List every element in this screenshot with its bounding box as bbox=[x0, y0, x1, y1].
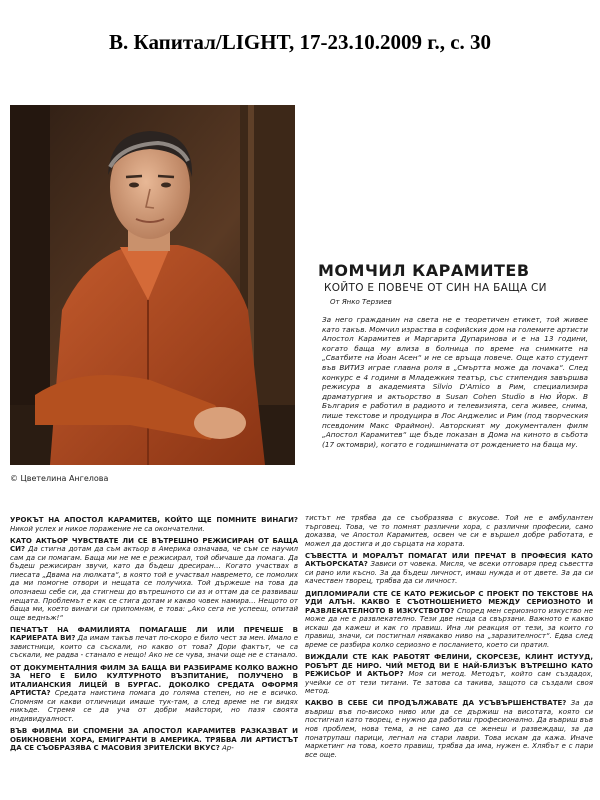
qa-item bbox=[10, 626, 298, 660]
qa-item bbox=[10, 664, 298, 724]
question: ДИПЛОМИРАЛИ СТЕ СЕ КАТО РЕЖИСЬОР С ПРОЕКТ ПО ТЕКСТОВЕ НА УДИ АЛЪН. КАКВО Е СЪОТНОШЕНИЕТО МЕЖДУ СЕРИОЗНОТО И РАЗВЛЕКАТЕЛНОТО В ИЗКУСТВОТО? bbox=[305, 589, 593, 615]
qa-item bbox=[305, 514, 593, 548]
qa-item bbox=[305, 653, 593, 696]
question: ВЪВ ФИЛМА ВИ СПОМЕНИ ЗА АПОСТОЛ КАРАМИТЕВ РАЗКАЗВАТ И ОБИКНОВЕНИ ХОРА, ЕМИГРАНТИ В АМЕРИКА. ТРЯБВА ЛИ АРТИСТЪТ ДА СЕ СЪОБРАЗЯВА С МАСОВИЯ ЗРИТЕЛСКИ ВКУС? bbox=[10, 726, 298, 753]
qa-item bbox=[305, 590, 593, 650]
qa-item bbox=[10, 537, 298, 622]
article-byline: От Янко Терзиев bbox=[330, 298, 392, 306]
answer: тистът не трябва да се съобразява с вкусове. Той не е амбулантен търговец. Това, че то помнят различни хора, с различни професии, само доказва, че Апостол Карамитев, освен че си е вършел добре работата, е можел да достига и до сърцата на хората. bbox=[305, 514, 593, 548]
qa-item bbox=[10, 727, 298, 753]
newspaper-source-header: В. Капитал/LIGHT, 17-23.10.2009 г., с. 30 bbox=[108, 30, 492, 54]
article-title: МОМЧИЛ КАРАМИТЕВ bbox=[318, 261, 530, 280]
answer: Зависи от човека. Мисля, че всеки отговаря пред съвестта си рано или късно. За да бъдеш личност, имаш нужда и от двете. За да си качествен творец, трябва да си личност. bbox=[305, 560, 593, 586]
answer: Никой успех и никое поражение не са окончателни. bbox=[10, 524, 205, 533]
question: ВИЖДАЛИ СТЕ КАК РАБОТЯТ ФЕЛИНИ, СКОРСЕЗЕ, КЛИНТ ИСТУУД, РОБЪРТ ДЕ НИРО. ЧИЙ МЕТОД ВИ Е НАЙ-БЛИЗЪК ВЪТРЕШНО КАТО РЕЖИСЬОР И АКТЬОР? bbox=[305, 652, 593, 679]
portrait-photo bbox=[10, 105, 295, 465]
photo-caption: © Цветелина Ангелова bbox=[10, 474, 109, 483]
question: УРОКЪТ НА АПОСТОЛ КАРАМИТЕВ, КОЙТО ЩЕ ПОМНИТЕ ВИНАГИ? bbox=[10, 516, 298, 524]
answer: Моя си метод. Методът, който сам създадох, учейки се от тези титани. Те затова са такива, защото са създали своя метод. bbox=[305, 670, 593, 696]
answer: Ар- bbox=[219, 744, 234, 753]
question: ОТ ДОКУМЕНТАЛНИЯ ФИЛМ ЗА БАЩА ВИ РАЗБИРАМЕ КОЛКО ВАЖНО ЗА НЕГО Е БИЛО КУЛТУРНОТО ВЪЗПИТАНИЕ, ПОЛУЧЕНО В ИТАЛИАНСКИЯ ЛИЦЕЙ В БУРГАС. ДОКОЛКО СРЕДАТА ОФОРМЯ АРТИСТА? bbox=[10, 663, 298, 698]
qa-item bbox=[10, 516, 298, 533]
answer: Да стигна дотам да съм актьор в Америка означава, че съм се научил сам да си помагам. Баща ми не ме е режисирал, той обичаше да помага. Да бъдеш режисиран звучи, като да бъдеш дресиран… Когато участвах в пиесата „Двама на люлката“, в която той е участвал навремето, се помолих да ми помогне отвори и нещата се получиха. Той държеше на това да опознаеш себе си, да стигнеш до вътрешното си аз и оттам да се развиваш нещата. Проблемът е как се стига дотам и какво човек намира… Нещото от баща ми, което винаги си припомням, е това: „Ако сега не успееш, опитай още веднъж!“ bbox=[10, 545, 298, 622]
answer: Според мен сериозното изкуство не може да не е развлекателно. Тези две неща са свързани. Важното е какво искаш да кажеш и как го правиш. Ина ли реакция от тези, за които го правиш, значи, си постигнал нявкакво ниво на „заразителност“. Едва след време се разбира колко сериозно е посланието, което си пратил. bbox=[305, 606, 594, 649]
answer: За да въвриш във по-високо ниво или да се държиш на висотата, която си постигнал като творец, е нужно да работиш професионално. Да въвриш във нов проблем, нова тема, а не само да се женеш и развеждаш, за да понатрупаш парици, легнал на стари лаври. Това искам да кажа. Иначе маркетинг на това, което правиш, трябва да има, нужен е. Хлябът е с пари все още. bbox=[305, 699, 594, 759]
qa-item bbox=[305, 552, 593, 586]
answer: Да имам такъв печат по-скоро е било чест за мен. Имало е завистници, които са съскали, но какво от това? Дори фактът, че са съскали, ме радва - станало е нещо! Ако не се чува, значи още не е станало. bbox=[10, 634, 299, 660]
article-lead: За него гражданин на света не е теоретичен етикет, той живее като такъв. Момчил израства в софийския дом на големите артисти Апостол Карамитев и Маргарита Дупаринова и е на 13 години, когато баща му влиза в болница по време на снимките на „Сватбите на Йоан Асен“ и не се връща повече. Още като студент във ВИТИЗ играе главна роля в „Смъртта може да почака“. След конкурс е 4 години в Младежкия театър, със стипендия завършва режисура в академията Silvio D'Amico в Рим, специализира драматургия и актьорство в Susan Cohen Studio в Ню Йорк. В България е работил в радиото и телевизията, сега живее, снима, пише текстове и продуцира в Лос Анджелис и Рим (под творческия псевдоним Макс Фраймон). Авторският му документален филм „Апостол Карамитев“ ще бъде показан в Дома на киното в събота (17 октомври), когато е годишнината от рождението на баща му. bbox=[322, 315, 588, 449]
right-column bbox=[305, 514, 593, 763]
left-column bbox=[10, 516, 298, 756]
article-subtitle: КОЙТО Е ПОВЕЧЕ ОТ СИН НА БАЩА СИ bbox=[324, 282, 547, 294]
question: СЪВЕСТТА И МОРАЛЪТ ПОМАГАТ ИЛИ ПРЕЧАТ В ПРОФЕСИЯ КАТО АКТЬОРСКАТА? bbox=[305, 551, 593, 569]
qa-item bbox=[305, 699, 593, 759]
question: КАКВО В СЕБЕ СИ ПРОДЪЛЖАВАТЕ ДА УСЪВЪРШЕНСТВАТЕ? bbox=[305, 699, 567, 708]
question: ПЕЧАТЪТ НА ФАМИЛИЯТА ПОМАГАШЕ ЛИ ИЛИ ПРЕЧЕШЕ В КАРИЕРАТА ВИ? bbox=[10, 625, 298, 643]
question: КАТО АКТЬОР ЧУВСТВАТЕ ЛИ СЕ ВЪТРЕШНО РЕЖИСИРАН ОТ БАЩА СИ? bbox=[10, 536, 298, 554]
answer: Средата наистина помага до голяма степен, но не е всичко. Спомням си какви отличници имаше тук-там, а след време не ги видях никъде. Стремя се да уча от добри майстори, но пазя своята индивидуалност. bbox=[10, 689, 298, 723]
